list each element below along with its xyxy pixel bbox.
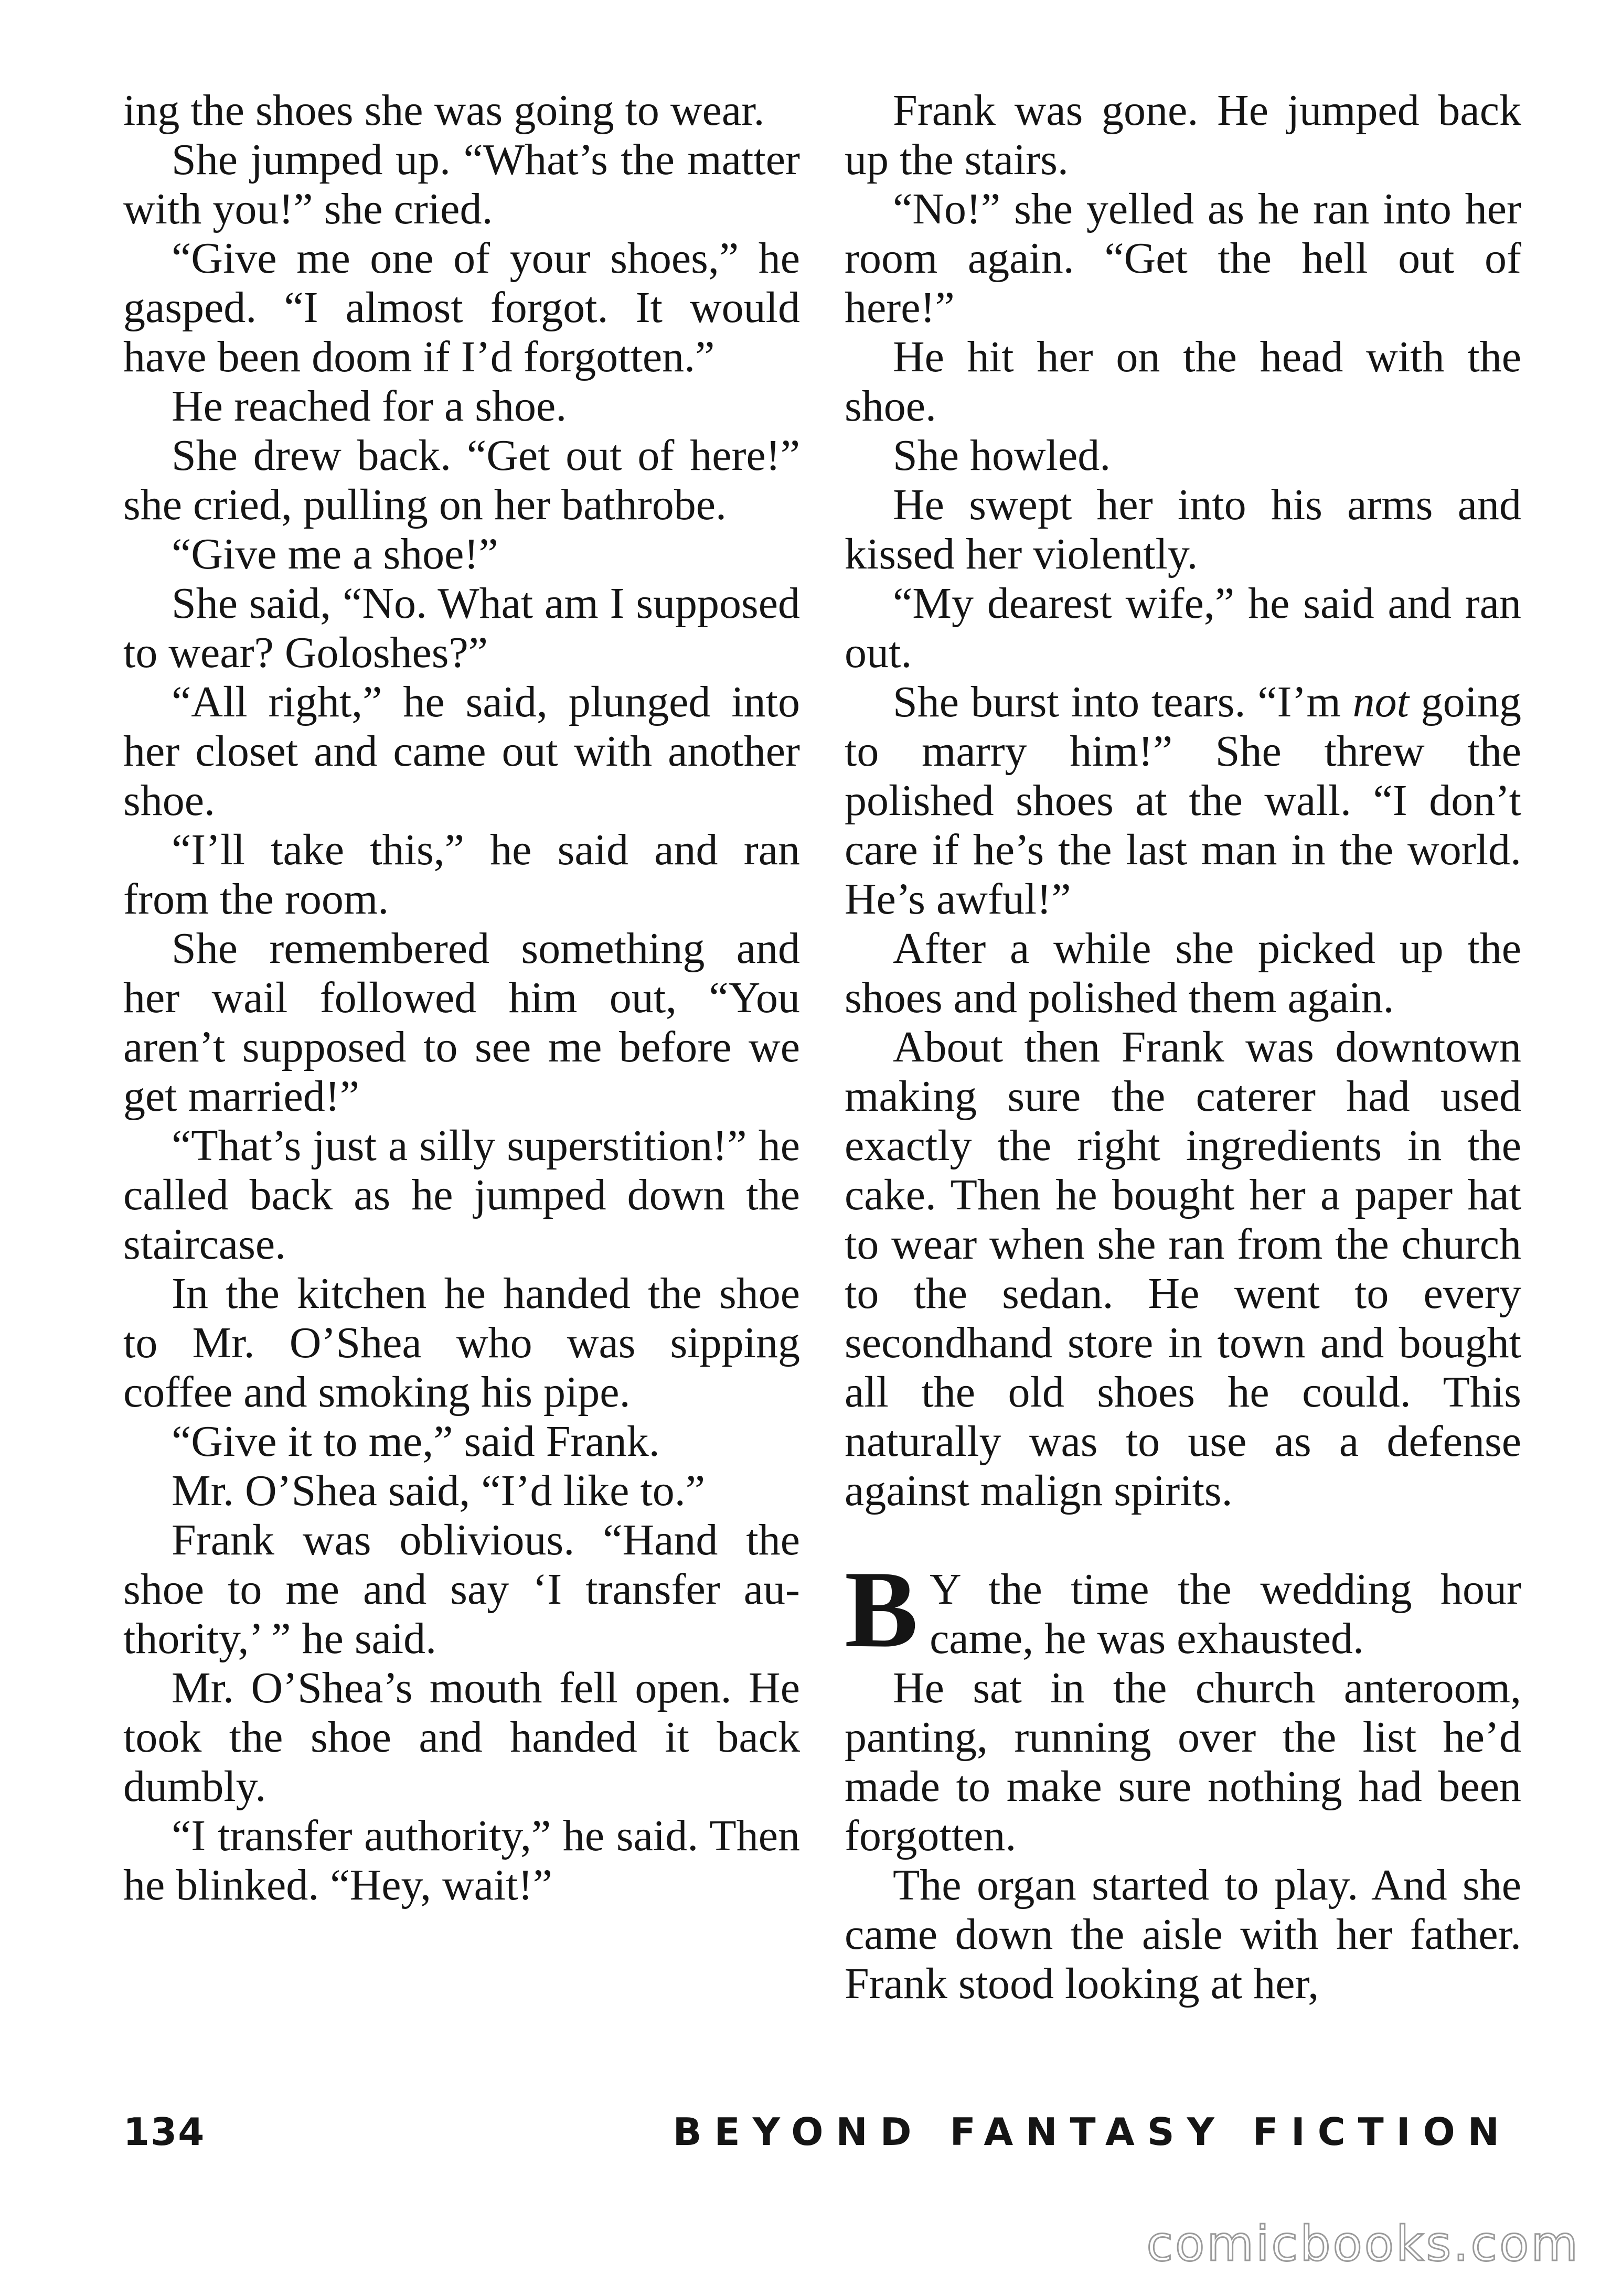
paragraph: Frank was oblivious. “Hand the shoe to me and say ‘I transfer authority,’ ” he said. — [123, 1516, 800, 1663]
paragraph: “My dearest wife,” he said and ran out. — [845, 579, 1521, 677]
emphasis-text: not — [1352, 678, 1409, 726]
paragraph: “Give me one of your shoes,” he gasped. “I almost forgot. It would have been doom if I’d forgotten.” — [123, 234, 800, 381]
paragraph: He reached for a shoe. — [172, 382, 567, 431]
paragraph: She jumped up. “What’s the matter with you!” she cried. — [123, 135, 800, 233]
text-run: She burst into tears. “I’m — [893, 678, 1353, 726]
paragraph: She howled. — [893, 431, 1111, 480]
text-run: going to marry him!” She threw the polished shoes at the wall. “I don’t care if he’s the last man in the world. He’s awful!” — [845, 678, 1521, 924]
paragraph: He hit her on the head with the shoe. — [845, 332, 1521, 431]
paragraph: In the kitchen he handed the shoe to Mr. O’Shea who was sipping coffee and smoking his pipe. — [123, 1269, 800, 1417]
paragraph: She said, “No. What am I supposed to wear? Goloshes?” — [123, 579, 800, 677]
paragraph: “Give it to me,” said Frank. — [172, 1417, 660, 1466]
text-run: Y the time the wedding hour came, he was exhausted. — [930, 1565, 1521, 1663]
paragraph: “That’s just a silly superstition!” he called back as he jumped down the staircase. — [123, 1121, 800, 1269]
paragraph: “All right,” he said, plunged into her closet and came out with another shoe. — [123, 678, 800, 825]
paragraph: ing the shoes she was going to wear. — [123, 86, 765, 135]
page-number: 134 — [123, 2110, 206, 2154]
paragraph: Mr. O’Shea said, “I’d like to.” — [172, 1466, 706, 1515]
drop-cap: B — [845, 1549, 919, 1670]
running-title: BEYOND FANTASY FICTION — [673, 2110, 1512, 2154]
paragraph: He swept her into his arms and kissed her violently. — [845, 480, 1521, 578]
left-column — [123, 86, 800, 1910]
paragraph: She remembered something and her wail followed him out, “You aren’t supposed to see me before we get married!” — [123, 924, 800, 1121]
paragraph — [845, 678, 1521, 924]
section-start-paragraph — [845, 1549, 1521, 1670]
paragraph: “I’ll take this,” he said and ran from the room. — [123, 825, 800, 924]
paragraph: After a while she picked up the shoes and polished them again. — [845, 924, 1521, 1022]
paragraph: “No!” she yelled as he ran into her room again. “Get the hell out of here!” — [845, 185, 1521, 332]
paragraph: The organ started to play. And she came down the aisle with her father. Frank stood looking at her, — [845, 1861, 1521, 2008]
paragraph: She drew back. “Get out of here!” she cried, pulling on her bathrobe. — [123, 431, 800, 529]
paragraph: About then Frank was downtown making sure the caterer had used exactly the right ingredients in the cake. Then he bought her a paper hat to wear when she ran from the church to the sedan. He went to every secondhand store in town and bought all the old shoes he could. This naturally was to use as a defense against malign spirits. — [845, 1023, 1521, 1515]
right-column — [845, 86, 1521, 2009]
paragraph: He sat in the church anteroom, panting, running over the list he’d made to make sure nothing had been forgotten. — [845, 1664, 1521, 1860]
paragraph: “I transfer authority,” he said. Then he blinked. “Hey, wait!” — [123, 1811, 800, 1909]
paragraph: “Give me a shoe!” — [172, 530, 498, 578]
watermark: comicbooks.com — [1146, 2216, 1580, 2272]
paragraph: Frank was gone. He jumped back up the stairs. — [845, 86, 1521, 184]
paragraph: Mr. O’Shea’s mouth fell open. He took the shoe and handed it back dumbly. — [123, 1664, 800, 1811]
